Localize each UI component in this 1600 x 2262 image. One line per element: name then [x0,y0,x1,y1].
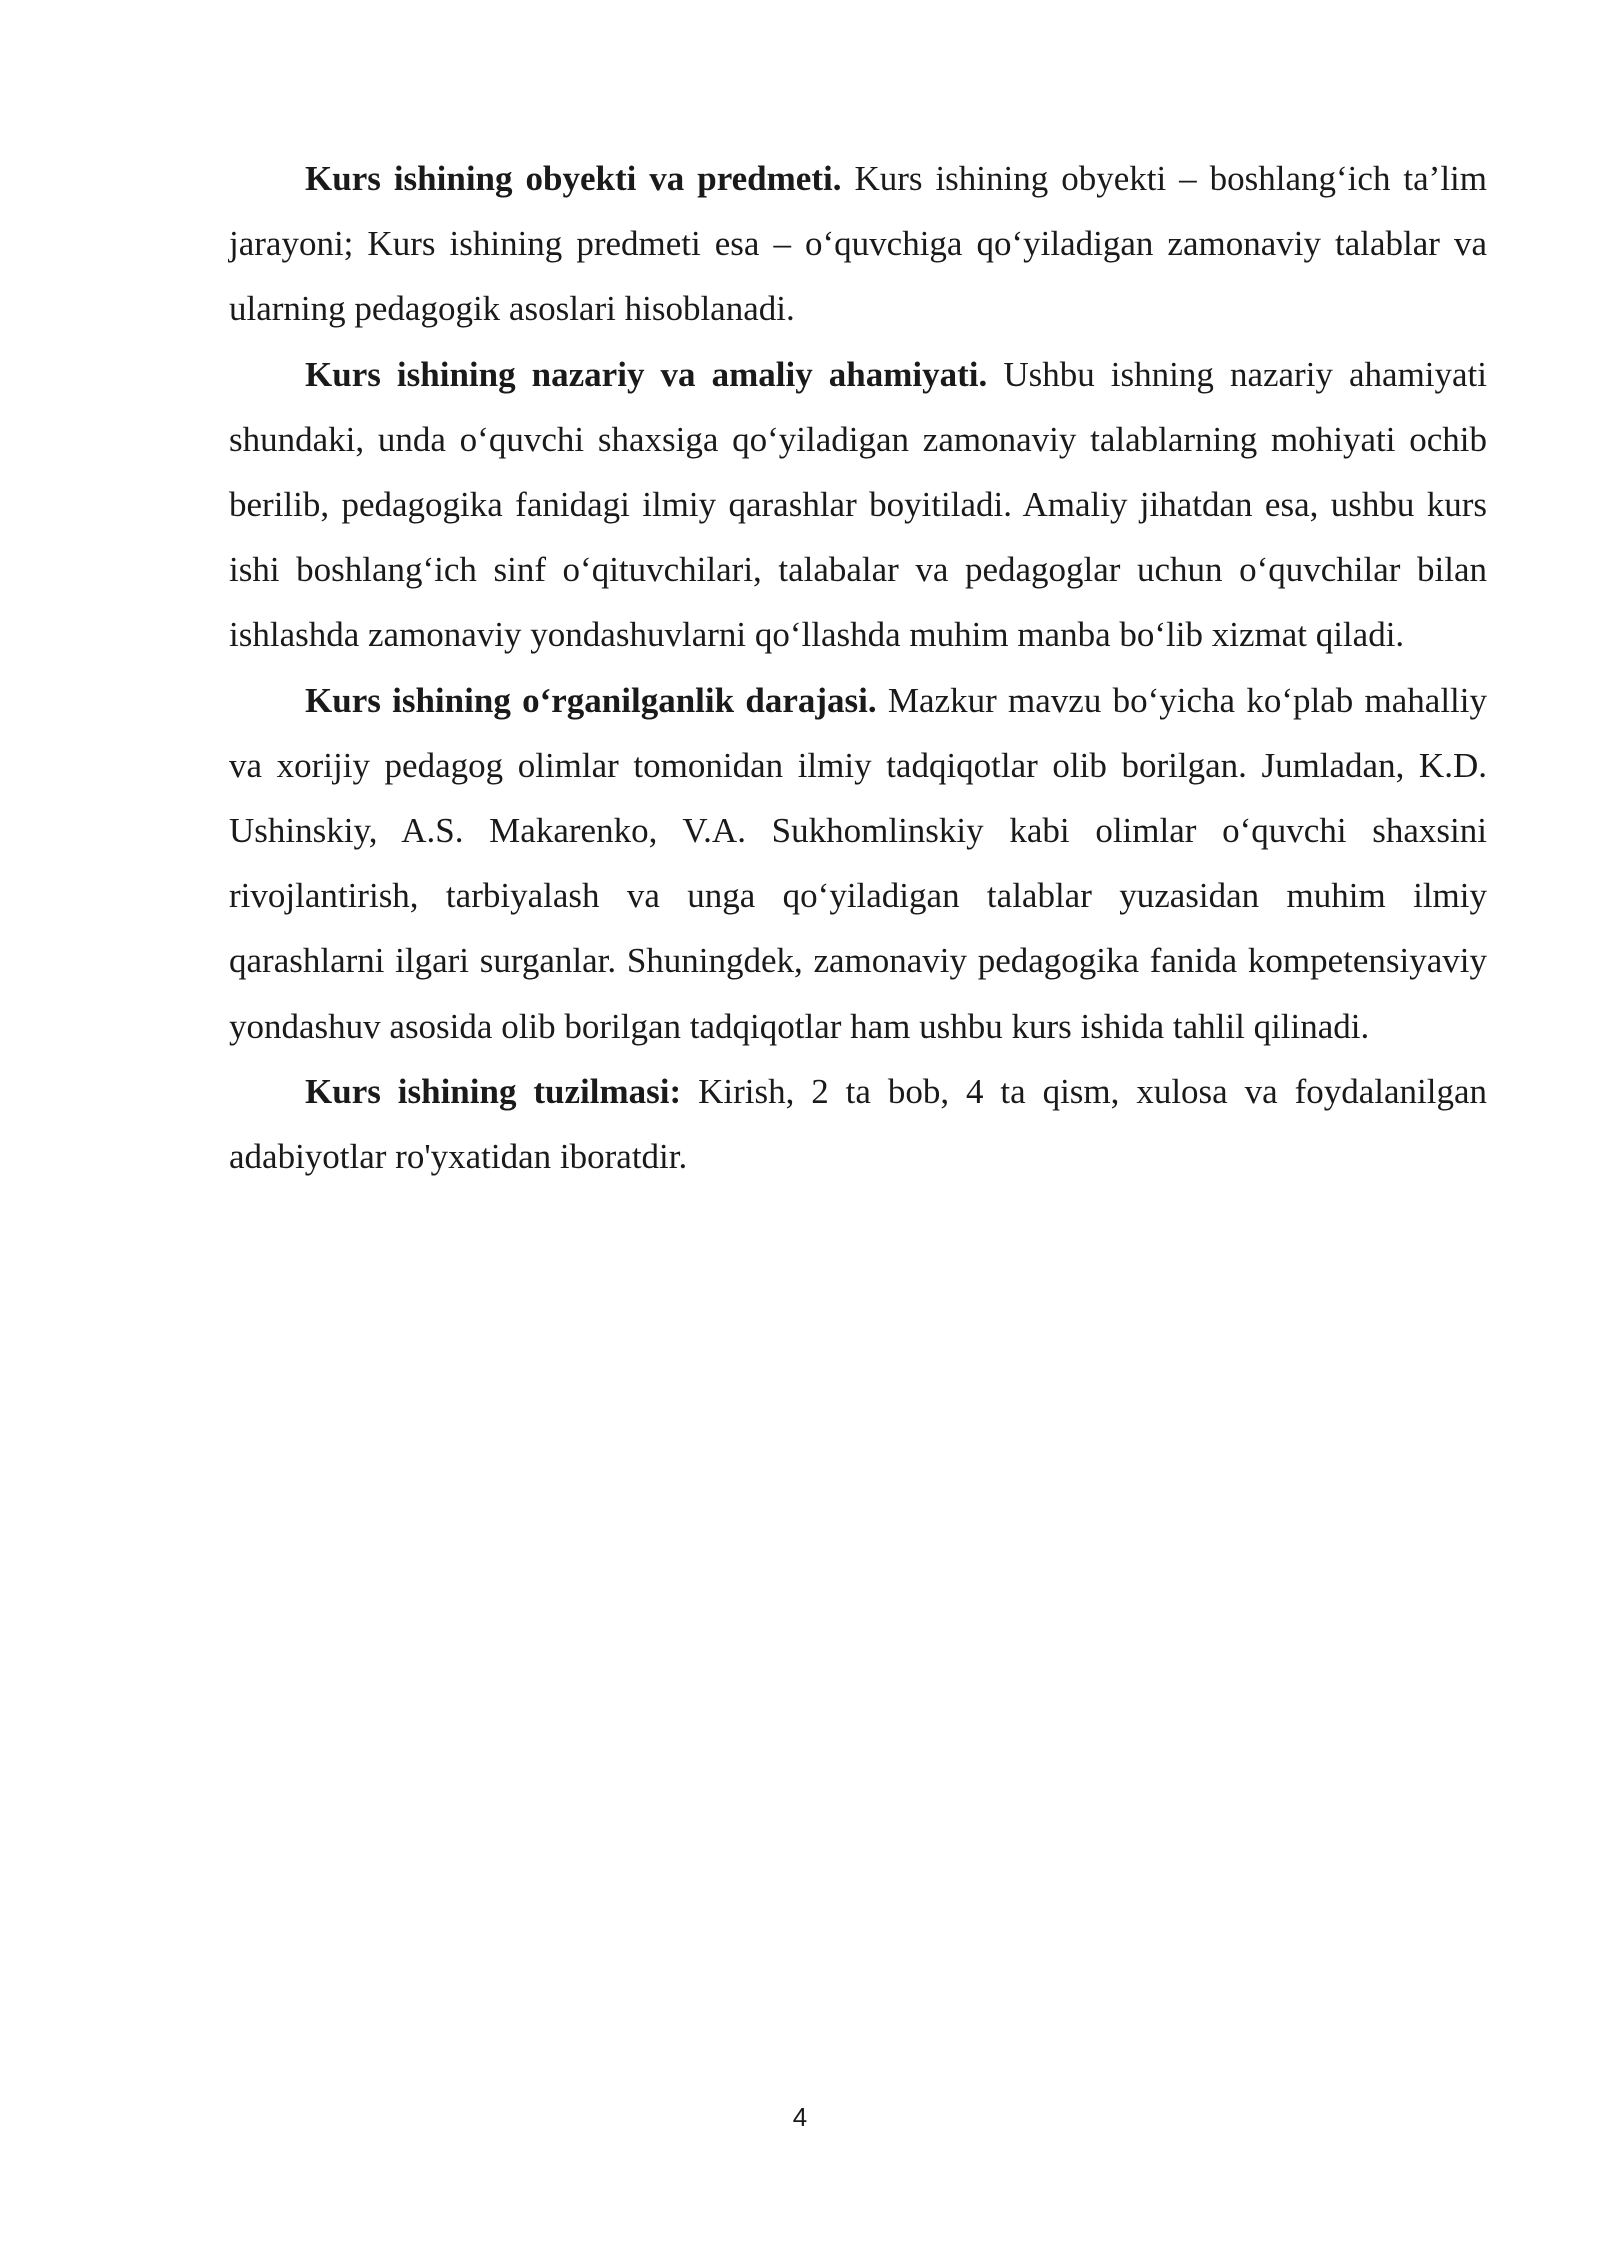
paragraph-theoretical-practical-significance [229,342,1487,668]
paragraph-object-and-subject [229,146,1487,342]
paragraph-text: Kirish, 2 ta bob, 4 ta qism, xulosa va foydalanilgan adabiyotlar ro'yxatidan iboratdir. [229,1071,1488,1177]
paragraph-text: Ushbu ishning nazariy ahamiyati shundaki, unda o‘quvchi shaxsiga qo‘yiladigan zamonaviy talablarning mohiyati ochib berilib, pedagogika fanidagi ilmiy qarashlar boyitiladi. Amaliy jihatdan esa, ushbu kurs ishi boshlang‘ich sinf o‘qituvchilari, talabalar va pedagoglar uchun o‘quvchilar bilan ishlashda zamonaviy yondashuvlarni qo‘llashda muhim manba bo‘lib xizmat qiladi. [229,354,1488,655]
paragraph-heading: Kurs ishining obyekti va predmeti. [305,159,842,198]
document-body [229,146,1487,1189]
paragraph-structure [229,1059,1487,1189]
paragraph-heading: Kurs ishining tuzilmasi: [305,1071,682,1111]
paragraph-heading: Kurs ishining nazariy va amaliy ahamiyati. [305,354,988,394]
paragraph-heading: Kurs ishining o‘rganilganlik darajasi. [305,680,877,720]
paragraph-degree-of-study [229,668,1487,1059]
paragraph-text: Mazkur mavzu bo‘yicha ko‘plab mahalliy va xorijiy pedagog olimlar tomonidan ilmiy tadqiqotlar olib borilgan. Jumladan, K.D. Ushinskiy, A.S. Makarenko, V.A. Sukhomlinskiy kabi olimlar o‘quvchi shaxsini rivojlantirish, tarbiyalash va unga qo‘yiladigan talablar yuzasidan muhim ilmiy qarashlarni ilgari surganlar. Shuningdek, zamonaviy pedagogika fanida kompetensiyaviy yondashuv asosida olib borilgan tadqiqotlar ham ushbu kurs ishida tahlil qilinadi. [229,680,1487,1046]
page-number: 4 [792,2102,808,2132]
paragraph-text: Kurs ishining obyekti – boshlang‘ich ta’lim jarayoni; Kurs ishining predmeti esa – o‘quvchiga qo‘yiladigan zamonaviy talablar va ularning pedagogik asoslari hisoblanadi. [229,159,1487,329]
